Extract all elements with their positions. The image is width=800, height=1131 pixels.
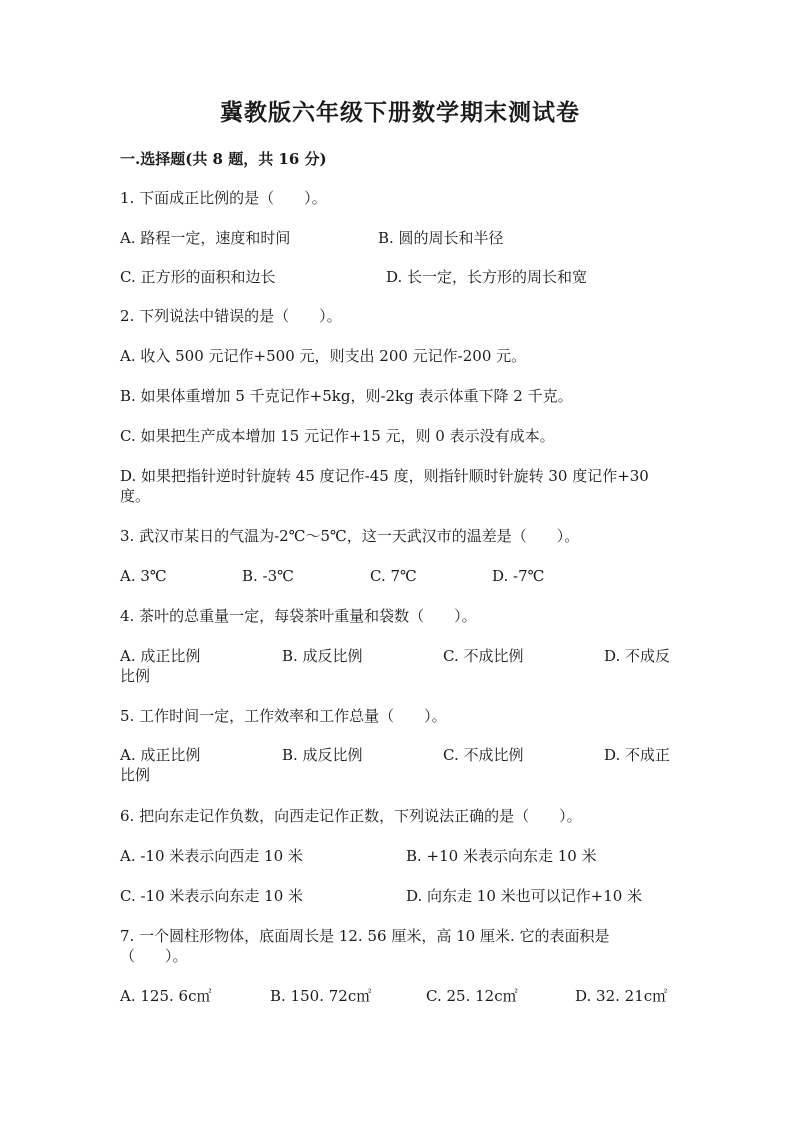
question-1-option-b: B. 圆的周长和半径 [378,229,504,247]
question-5-option-b: B. 成反比例 [282,746,363,764]
question-3-option-b: B. -3℃ [242,567,294,585]
question-2-option-a: A. 收入 500 元记作+500 元，则支出 200 元记作-200 元。 [120,347,527,365]
question-2-option-c: C. 如果把生产成本增加 15 元记作+15 元，则 0 表示没有成本。 [120,427,555,445]
question-6-option-b: B. +10 米表示向东走 10 米 [406,847,597,865]
question-1-stem: 1. 下面成正比例的是（ ）。 [120,189,327,207]
question-4-stem: 4. 茶叶的总重量一定，每袋茶叶重量和袋数（ ）。 [120,607,477,625]
question-3-option-d: D. -7℃ [492,567,545,585]
question-1-option-d: D. 长一定，长方形的周长和宽 [386,268,588,286]
question-3-stem: 3. 武汉市某日的气温为-2℃～5℃，这一天武汉市的温差是（ ）。 [120,527,580,545]
question-4-option-a: A. 成正比例 [120,647,201,665]
question-6-option-c: C. -10 米表示向东走 10 米 [120,887,304,905]
question-5-option-c: C. 不成比例 [443,746,524,764]
question-3-option-c: C. 7℃ [370,567,417,585]
page-title: 冀教版六年级下册数学期末测试卷 [220,99,580,126]
question-4-option-d-continued: 比例 [120,667,151,685]
question-7-stem: 7. 一个圆柱形物体，底面周长是 12. 56 厘米，高 10 厘米. 它的表面积是（ ）。 [120,927,610,965]
question-4-option-d: D. 不成反 [604,647,671,665]
question-7-option-a: A. 125. 6c㎡ [120,987,212,1005]
question-2-option-b: B. 如果体重增加 5 千克记作+5kg，则-2kg 表示体重下降 2 千克。 [120,387,573,405]
question-7-option-c: C. 25. 12c㎡ [426,987,518,1005]
question-7-option-b: B. 150. 72c㎡ [270,987,372,1005]
question-2-option-d: D. 如果把指针逆时针旋转 45 度记作-45 度，则指针顺时针旋转 30 度记作+30 度。 [120,467,649,505]
question-6-option-d: D. 向东走 10 米也可以记作+10 米 [406,887,643,905]
section-heading: 一.选择题(共 8 题，共 16 分) [120,150,327,168]
question-5-option-d: D. 不成正 [604,746,671,764]
question-4-option-b: B. 成反比例 [282,647,363,665]
question-7-option-d: D. 32. 21c㎡ [575,987,668,1005]
question-1-option-a: A. 路程一定，速度和时间 [120,229,291,247]
question-6-option-a: A. -10 米表示向西走 10 米 [120,847,303,865]
question-2-stem: 2. 下列说法中错误的是（ ）。 [120,307,342,325]
question-5-option-d-continued: 比例 [120,766,151,784]
question-1-option-c: C. 正方形的面积和边长 [120,268,276,286]
question-5-stem: 5. 工作时间一定，工作效率和工作总量（ ）。 [120,707,447,725]
question-3-option-a: A. 3℃ [120,567,167,585]
question-4-option-c: C. 不成比例 [443,647,524,665]
question-6-stem: 6. 把向东走记作负数，向西走记作正数，下列说法正确的是（ ）。 [120,807,582,825]
question-5-option-a: A. 成正比例 [120,746,201,764]
